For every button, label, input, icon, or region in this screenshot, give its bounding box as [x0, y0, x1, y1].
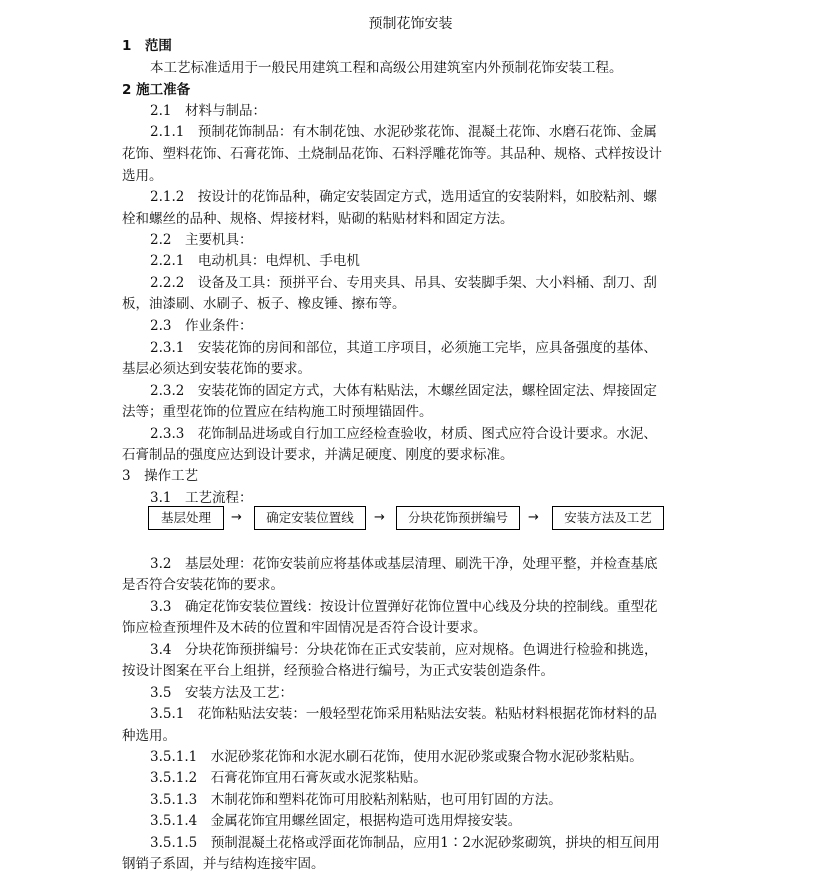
page-title: 预制花饰安装	[368, 16, 453, 32]
subsection-heading: 2.1 材料与制品：	[150, 103, 266, 119]
paragraph-line: 3.5.1.5 预制混凝土花格或浮面花饰制品，应用1∶2水泥砂浆砌筑，拼块的相互间用	[150, 835, 660, 851]
flow-step-1: 基层处理	[148, 506, 224, 530]
flow-step-2: 确定安装位置线	[254, 506, 366, 530]
section-heading-2: 2 施工准备	[122, 82, 191, 98]
subsection-heading: 3.5 安装方法及工艺：	[150, 685, 293, 701]
paragraph-line: 栓和螺丝的品种、规格、焊接材料，贴砌的粘贴材料和固定方法。	[122, 211, 514, 227]
subsection-heading: 2.2 主要机具：	[150, 232, 253, 248]
paragraph-line: 2.3.2 安装花饰的固定方式，大体有粘贴法，木螺丝固定法，螺栓固定法、焊接固定	[150, 383, 657, 399]
paragraph-line: 3.4 分块花饰预拼编号：分块花饰在正式安装前，应对规格。色调进行检验和挑选，	[150, 642, 658, 658]
flow-arrow: →	[374, 510, 385, 525]
paragraph-line: 钢销子系固，并与结构连接牢固。	[122, 856, 325, 872]
paragraph-line: 选用。	[122, 168, 163, 184]
paragraph-line: 2.3.1 安装花饰的房间和部位，其道工序项目，必须施工完毕，应具备强度的基体、	[150, 340, 657, 356]
paragraph-line: 3.5.1.1 水泥砂浆花饰和水泥水刷石花饰，使用水泥砂浆或聚合物水泥砂浆粘贴。	[150, 749, 643, 765]
flow-step-3: 分块花饰预拼编号	[396, 506, 520, 530]
flow-arrow: →	[231, 510, 242, 525]
section-heading-3: 3 操作工艺	[122, 468, 199, 484]
paragraph-line: 2.2.1 电动机具：电焊机、手电机	[150, 253, 360, 269]
flow-step-4: 安装方法及工艺	[552, 506, 664, 530]
paragraph-line: 3.5.1.4 金属花饰宜用螺丝固定，根据构造可选用焊接安装。	[150, 813, 522, 829]
paragraph-line: 2.2.2 设备及工具：预拼平台、专用夹具、吊具、安装脚手架、大小料桶、刮刀、刮	[150, 275, 657, 291]
paragraph-line: 3.5.1.3 木制花饰和塑料花饰可用胶粘剂粘贴，也可用钉固的方法。	[150, 792, 562, 808]
paragraph-line: 3.5.1 花饰粘贴法安装：一般轻型花饰采用粘贴法安装。粘贴材料根据花饰材料的品	[150, 706, 657, 722]
paragraph-line: 种选用。	[122, 728, 176, 744]
process-flow-diagram	[148, 506, 668, 532]
paragraph-line: 2.1.1 预制花饰制品：有木制花蚀、水泥砂浆花饰、混凝土花饰、水磨石花饰、金属	[150, 124, 657, 140]
section-heading-1: 1 范围	[122, 38, 172, 54]
paragraph-line: 是否符合安装花饰的要求。	[122, 577, 284, 593]
subsection-heading: 2.3 作业条件：	[150, 318, 253, 334]
paragraph-line: 2.1.2 按设计的花饰品种，确定安装固定方式，选用适宜的安装附料，如胶粘剂、螺	[150, 189, 657, 205]
subsection-heading: 3.1 工艺流程：	[150, 490, 253, 506]
paragraph-line: 按设计图案在平台上组拼，经预验合格进行编号，为正式安装创造条件。	[122, 663, 554, 679]
paragraph-line: 石膏制品的强度应达到设计要求，并满足硬度、刚度的要求标准。	[122, 447, 514, 463]
paragraph-line: 板，油漆刷、水刷子、板子、橡皮锤、擦布等。	[122, 296, 406, 312]
paragraph-line: 饰应检查预埋件及木砖的位置和牢固情况是否符合设计要求。	[122, 620, 487, 636]
paragraph-line: 3.2 基层处理：花饰安装前应将基体或基层清理、刷洗干净，处理平整，并检查基底	[150, 556, 658, 572]
paragraph-line: 2.3.3 花饰制品进场或自行加工应经检查验收，材质、图式应符合设计要求。水泥、	[150, 426, 657, 442]
paragraph-line: 3.3 确定花饰安装位置线：按设计位置弹好花饰位置中心线及分块的控制线。重型花	[150, 599, 658, 615]
flow-arrow: →	[528, 510, 539, 525]
paragraph-line: 花饰、塑料花饰、石膏花饰、土烧制品花饰、石料浮雕花饰等。其品种、规格、式样按设计	[122, 146, 662, 162]
paragraph-line: 3.5.1.2 石膏花饰宜用石膏灰或水泥浆粘贴。	[150, 770, 427, 786]
paragraph-line: 法等；重型花饰的位置应在结构施工时预埋锚固件。	[122, 404, 433, 420]
paragraph-line: 本工艺标准适用于一般民用建筑工程和高级公用建筑室内外预制花饰安装工程。	[150, 60, 623, 76]
paragraph-line: 基层必须达到安装花饰的要求。	[122, 361, 311, 377]
